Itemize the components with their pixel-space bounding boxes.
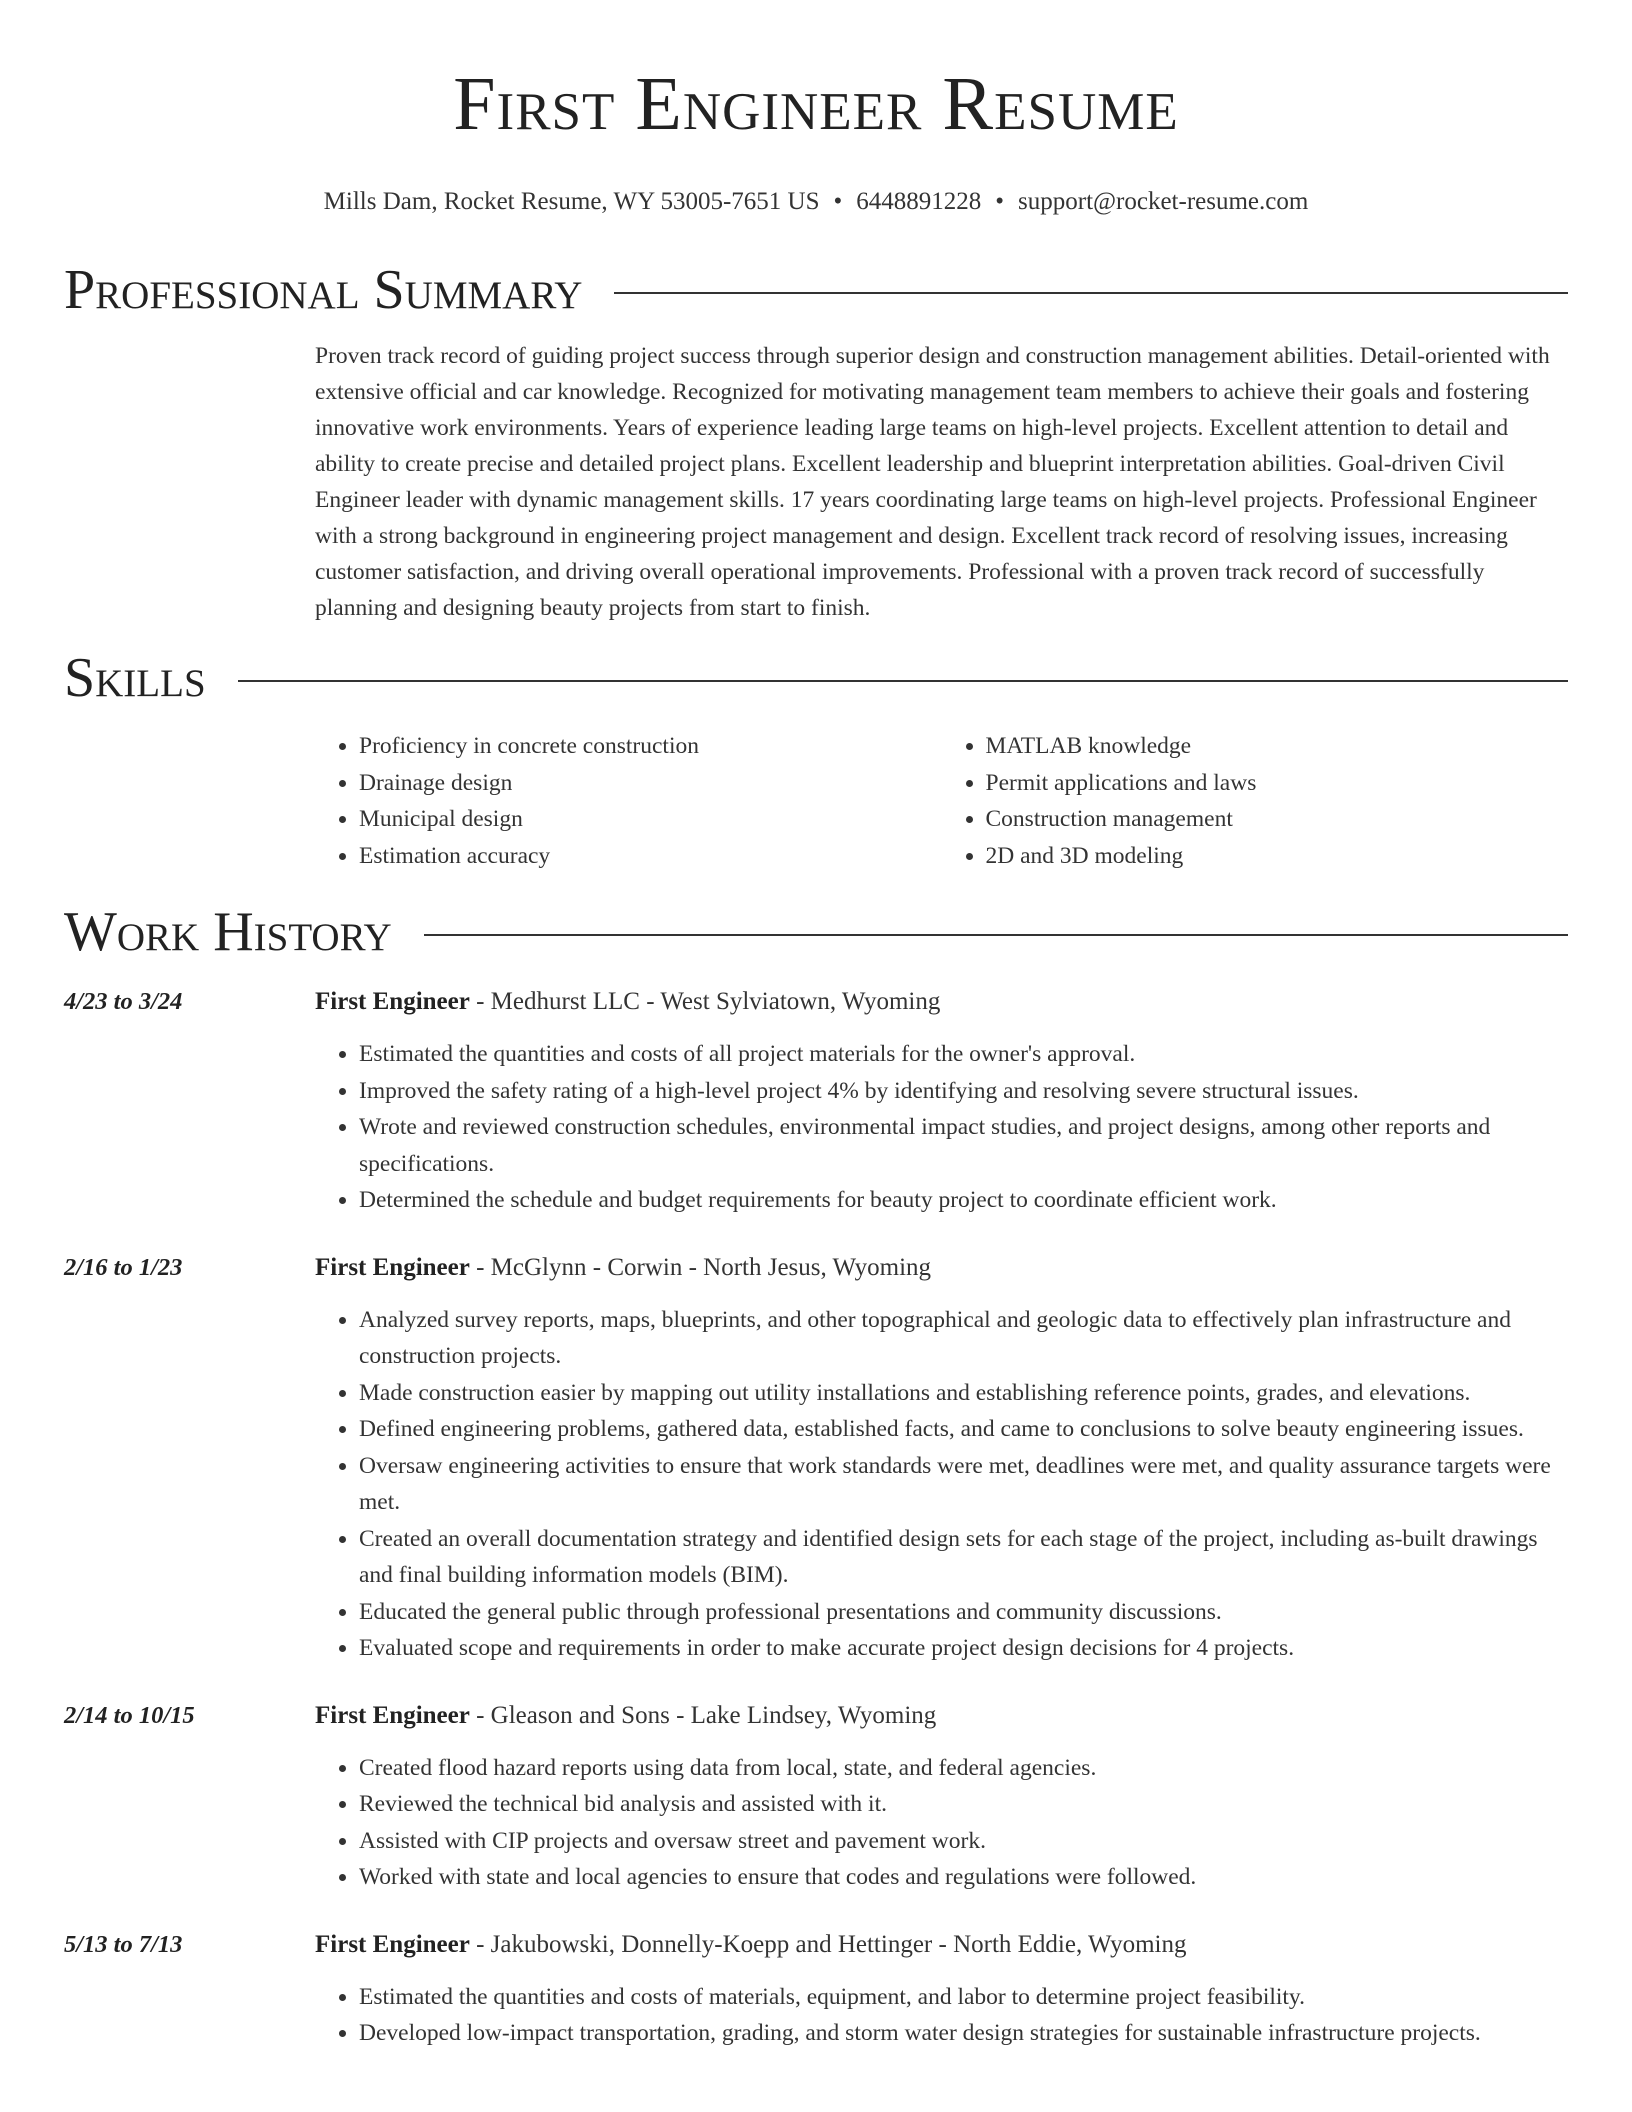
job-bullets [315, 1750, 1568, 1896]
skills-heading: Skills [64, 647, 206, 709]
job-bullet: • Oversaw engineering activities to ensure that work standards were met, deadlines were met, and quality assurance targets were met. [359, 1448, 1568, 1521]
job-bullet: • Estimated the quantities and costs of materials, equipment, and labor to determine project feasibility. [359, 1979, 1568, 2016]
job-bullet: • Educated the general public through professional presentations and community discussions. [359, 1594, 1568, 1631]
job-bullet: • Improved the safety rating of a high-level project 4% by identifying and resolving severe structural issues. [359, 1073, 1568, 1110]
job-entry [64, 1698, 1568, 1896]
summary-section-header [64, 258, 1568, 322]
resume-page [64, 0, 1568, 2052]
job-details [315, 1927, 1568, 2052]
skill-item: • Construction management [986, 801, 1569, 838]
skills-right-column [942, 728, 1569, 874]
job-details [315, 984, 1568, 1219]
skills-section-header [64, 646, 1568, 710]
skill-item: • 2D and 3D modeling [986, 838, 1569, 875]
job-bullet: • Wrote and reviewed construction schedules, environmental impact studies, and project designs, among other reports and specifications. [359, 1109, 1568, 1182]
job-bullet: • Made construction easier by mapping out utility installations and establishing reference points, grades, and elevations. [359, 1375, 1568, 1412]
job-bullet: • Defined engineering problems, gathered data, established facts, and came to conclusions to solve beauty engineering issues. [359, 1411, 1568, 1448]
section-rule [424, 934, 1568, 936]
job-title-line [315, 1927, 1568, 1963]
skills-list [315, 728, 1568, 874]
job-dates: 2/14 to 10/15 [64, 1701, 195, 1729]
job-entry [64, 1927, 1568, 2052]
skill-item: • Estimation accuracy [359, 838, 942, 875]
job-bullet: • Estimated the quantities and costs of all project materials for the owner's approval. [359, 1036, 1568, 1073]
job-bullet: • Assisted with CIP projects and oversaw street and pavement work. [359, 1823, 1568, 1860]
section-rule [614, 292, 1568, 294]
job-title-line [315, 1250, 1568, 1286]
job-title: First Engineer [315, 1701, 470, 1729]
skill-item: • Permit applications and laws [986, 765, 1569, 802]
job-dates: 2/16 to 1/23 [64, 1253, 183, 1281]
summary-heading: Professional Summary [64, 259, 583, 321]
job-details [315, 1698, 1568, 1896]
job-bullets [315, 1036, 1568, 1219]
summary-body [315, 338, 1568, 626]
job-details [315, 1250, 1568, 1667]
skill-item: • Drainage design [359, 765, 942, 802]
job-title: First Engineer [315, 1930, 470, 1958]
job-bullet: • Created an overall documentation strategy and identified design sets for each stage of the project, including as-built drawings and final building information models (BIM). [359, 1521, 1568, 1594]
job-bullet: • Analyzed survey reports, maps, blueprints, and other topographical and geologic data to effectively plan infrastructure and construction projects. [359, 1302, 1568, 1375]
skill-item: • MATLAB knowledge [986, 728, 1569, 765]
job-employer: - Medhurst LLC - West Sylviatown, Wyoming [469, 988, 941, 1015]
job-dates: 5/13 to 7/13 [64, 1930, 183, 1958]
job-entry [64, 984, 1568, 1219]
work-section-header [64, 900, 1568, 964]
address: Mills Dam, Rocket Resume, WY 53005-7651 US [323, 188, 820, 215]
job-bullet: • Evaluated scope and requirements in order to make accurate project design decisions for 4 projects. [359, 1630, 1568, 1667]
job-bullet: • Worked with state and local agencies to ensure that codes and regulations were followed. [359, 1859, 1568, 1896]
job-bullet: • Reviewed the technical bid analysis and assisted with it. [359, 1786, 1568, 1823]
job-bullet: • Determined the schedule and budget requirements for beauty project to coordinate efficient work. [359, 1182, 1568, 1219]
job-employer: - Gleason and Sons - Lake Lindsey, Wyoming [469, 1701, 937, 1729]
job-bullets [315, 1979, 1568, 2052]
separator-dot: • [833, 188, 843, 215]
job-title: First Engineer [315, 988, 470, 1015]
contact-line [64, 186, 1568, 218]
job-bullets [315, 1302, 1568, 1667]
phone: 6448891228 [856, 188, 982, 215]
job-employer: - McGlynn - Corwin - North Jesus, Wyoming [469, 1253, 932, 1281]
job-employer: - Jakubowski, Donnelly-Koepp and Hettinger - North Eddie, Wyoming [469, 1930, 1187, 1958]
skill-item: • Proficiency in concrete construction [359, 728, 942, 765]
email: support@rocket-resume.com [1018, 188, 1309, 215]
job-bullet: • Created flood hazard reports using data from local, state, and federal agencies. [359, 1750, 1568, 1787]
resume-title: First Engineer Resume [453, 62, 1179, 146]
separator-dot: • [995, 188, 1005, 215]
job-title-line [315, 1698, 1568, 1734]
summary-text: Proven track record of guiding project success through superior design and construction management abilities. Detail-oriented with extensive official and car knowledge. Recognized for motivating management team members to achieve their goals and fostering innovative work environments. Years of experience leading large teams on high-level projects. Excellent attention to detail and ability to create precise and detailed project plans. Excellent leadership and blueprint interpretation abilities. Goal-driven Civil Engineer leader with dynamic management skills. 17 years coordinating large teams on high-level projects. Professional Engineer with a strong background in engineering project management and design. Excellent track record of resolving issues, increasing customer satisfaction, and driving overall operational improvements. Professional with a proven track record of successfully planning and designing beauty projects from start to finish. [315, 343, 1550, 621]
job-bullet: • Developed low-impact transportation, grading, and storm water design strategies for sustainable infrastructure projects. [359, 2015, 1568, 2052]
job-title-line [315, 984, 1568, 1020]
skills-left-column [315, 728, 942, 874]
work-heading: Work History [64, 901, 392, 963]
job-entry [64, 1250, 1568, 1667]
job-title: First Engineer [315, 1253, 470, 1281]
section-rule [238, 680, 1568, 682]
job-dates: 4/23 to 3/24 [64, 988, 183, 1015]
skill-item: • Municipal design [359, 801, 942, 838]
